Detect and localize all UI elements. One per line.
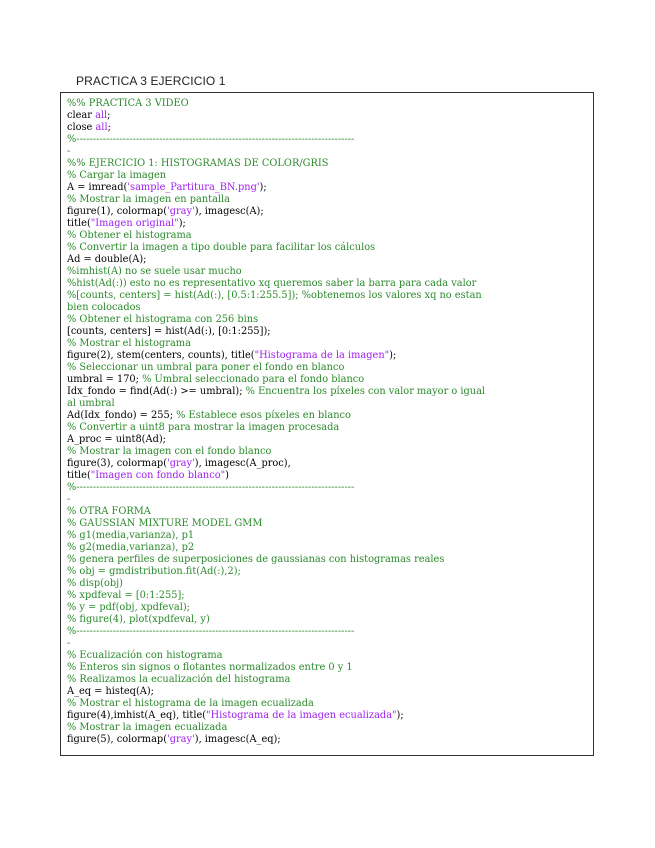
code-line — [67, 386, 589, 398]
code-text: Ad = double(A); — [67, 254, 147, 265]
code-comment: % Encuentra los píxeles con valor mayor o igual — [245, 386, 486, 397]
code-text: close — [67, 122, 96, 133]
code-line — [67, 194, 589, 206]
code-text: ) — [225, 470, 229, 481]
code-text: umbral = 170; — [67, 374, 143, 385]
code-line — [67, 722, 589, 734]
code-comment: % Obtener el histograma con 256 bins — [67, 314, 259, 325]
code-comment: % y = pdf(obj, xpdfeval); — [67, 602, 190, 613]
code-comment: % g2(media,varianza), p2 — [67, 542, 195, 553]
code-text: title( — [67, 470, 91, 481]
code-line — [67, 374, 589, 386]
code-line — [67, 422, 589, 434]
code-line — [67, 650, 589, 662]
code-line — [67, 362, 589, 374]
code-comment: % OTRA FORMA — [67, 506, 151, 517]
code-line — [67, 674, 589, 686]
code-line — [67, 254, 589, 266]
code-line — [67, 410, 589, 422]
code-line — [67, 710, 589, 722]
code-line — [67, 326, 589, 338]
code-comment: - — [67, 638, 71, 649]
code-line — [67, 122, 589, 134]
code-string: "Histograma de la imagen ecualizada" — [206, 710, 397, 721]
code-line — [67, 518, 589, 530]
code-text: ); — [178, 218, 186, 229]
code-text: Idx_fondo = find(Ad(:) >= umbral); — [67, 386, 246, 397]
code-string: all — [95, 110, 108, 121]
code-text: Ad(Idx_fondo) = 255; — [67, 410, 177, 421]
code-comment: % Obtener el histograma — [67, 230, 192, 241]
code-line — [67, 638, 589, 650]
code-line — [67, 506, 589, 518]
code-line — [67, 98, 589, 110]
code-line — [67, 266, 589, 278]
page-title: PRACTICA 3 EJERCICIO 1 — [76, 74, 226, 88]
code-comment: % Enteros sin signos o flotantes normalizados entre 0 y 1 — [67, 662, 353, 673]
code-line — [67, 290, 589, 302]
code-comment: % Umbral seleccionado para el fondo blanco — [142, 374, 365, 385]
code-line — [67, 530, 589, 542]
code-comment: %------------------------------------------------------------------------------------ — [67, 626, 355, 637]
code-string: "Histograma de la imagen" — [254, 350, 390, 361]
code-line — [67, 242, 589, 254]
code-comment: % Mostrar la imagen con el fondo blanco — [67, 446, 272, 457]
code-comment: - — [67, 146, 71, 157]
code-text: ; — [107, 122, 111, 133]
code-line — [67, 314, 589, 326]
code-line — [67, 470, 589, 482]
code-text: ); — [259, 182, 267, 193]
code-comment: % Mostrar la imagen ecualizada — [67, 722, 228, 733]
code-text: figure(1), colormap( — [67, 206, 168, 217]
code-line — [67, 602, 589, 614]
code-text: [counts, centers] = hist(Ad(:), [0:1:255]); — [67, 326, 271, 337]
code-text: ); — [389, 350, 397, 361]
code-comment: - — [67, 494, 71, 505]
code-comment: % g1(media,varianza), p1 — [67, 530, 195, 541]
code-line — [67, 698, 589, 710]
code-comment: % Convertir a uint8 para mostrar la imagen procesada — [67, 422, 340, 433]
code-line — [67, 134, 589, 146]
code-string: "Imagen con fondo blanco" — [90, 470, 226, 481]
code-text: ), imagesc(A_eq); — [194, 734, 281, 745]
code-text: title( — [67, 218, 91, 229]
code-line — [67, 182, 589, 194]
code-text: clear — [67, 110, 96, 121]
code-comment: % genera perfiles de superposiciones de gaussianas con histogramas reales — [67, 554, 445, 565]
code-comment: %% PRACTICA 3 VIDEO — [67, 98, 189, 109]
code-line — [67, 458, 589, 470]
code-text: ); — [396, 710, 404, 721]
code-line — [67, 686, 589, 698]
code-line — [67, 302, 589, 314]
code-line — [67, 614, 589, 626]
code-text: figure(4),imhist(A_eq), title( — [67, 710, 207, 721]
code-string: 'gray' — [167, 458, 195, 469]
code-comment: % figure(4), plot(xpdfeval, y) — [67, 614, 210, 625]
code-line — [67, 230, 589, 242]
code-line — [67, 554, 589, 566]
code-text: ), imagesc(A_proc), — [194, 458, 291, 469]
code-comment: % Establece esos píxeles en blanco — [176, 410, 351, 421]
code-line — [67, 158, 589, 170]
code-line — [67, 482, 589, 494]
code-line — [67, 626, 589, 638]
code-line — [67, 110, 589, 122]
code-comment: bien colocados — [67, 302, 141, 313]
code-text: figure(2), stem(centers, counts), title( — [67, 350, 255, 361]
code-comment: % Realizamos la ecualización del histograma — [67, 674, 291, 685]
code-text: ; — [107, 110, 111, 121]
code-text: A_eq = histeq(A); — [67, 686, 154, 697]
code-line — [67, 206, 589, 218]
code-comment: % obj = gmdistribution.fit(Ad(:),2); — [67, 566, 241, 577]
code-comment: %imhist(A) no se suele usar mucho — [67, 266, 242, 277]
code-line — [67, 662, 589, 674]
code-comment: al umbral — [67, 398, 115, 409]
code-comment: % Mostrar el histograma — [67, 338, 191, 349]
code-comment: % Convertir la imagen a tipo double para facilitar los cálculos — [67, 242, 376, 253]
code-text: A = imread( — [67, 182, 128, 193]
code-line — [67, 578, 589, 590]
code-text: A_proc = uint8(Ad); — [67, 434, 166, 445]
code-line — [67, 218, 589, 230]
code-string: "Imagen original" — [90, 218, 179, 229]
code-comment: %[counts, centers] = hist(Ad(:), [0.5:1:255.5]); %obtenemos los valores xq no estan — [67, 290, 482, 301]
code-line — [67, 278, 589, 290]
code-comment: % GAUSSIAN MIXTURE MODEL GMM — [67, 518, 263, 529]
code-comment: %------------------------------------------------------------------------------------ — [67, 134, 355, 145]
code-comment: % disp(obj) — [67, 578, 123, 589]
code-line — [67, 350, 589, 362]
code-line — [67, 734, 589, 746]
code-comment: % Seleccionar un umbral para poner el fondo en blanco — [67, 362, 345, 373]
code-comment: % Ecualización con histograma — [67, 650, 223, 661]
code-text: figure(5), colormap( — [67, 734, 168, 745]
code-line — [67, 398, 589, 410]
code-line — [67, 338, 589, 350]
code-string: all — [95, 122, 108, 133]
code-comment: % Mostrar el histograma de la imagen ecualizada — [67, 698, 314, 709]
code-comment: %------------------------------------------------------------------------------------ — [67, 482, 355, 493]
code-line — [67, 566, 589, 578]
code-comment: % Cargar la imagen — [67, 170, 167, 181]
code-comment: % Mostrar la imagen en pantalla — [67, 194, 231, 205]
code-line — [67, 494, 589, 506]
code-listing — [60, 92, 594, 756]
code-string: 'gray' — [167, 734, 195, 745]
code-line — [67, 434, 589, 446]
code-line — [67, 446, 589, 458]
code-text: ), imagesc(A); — [194, 206, 264, 217]
code-comment: %hist(Ad(:)) esto no es representativo xq queremos saber la barra para cada valor — [67, 278, 477, 289]
code-line — [67, 170, 589, 182]
code-line — [67, 590, 589, 602]
code-comment: % xpdfeval = [0:1:255]; — [67, 590, 185, 601]
code-line — [67, 542, 589, 554]
code-comment: %% EJERCICIO 1: HISTOGRAMAS DE COLOR/GRIS — [67, 158, 329, 169]
code-line — [67, 146, 589, 158]
code-string: 'gray' — [167, 206, 195, 217]
code-string: 'sample_Partitura_BN.png' — [127, 182, 260, 193]
code-text: figure(3), colormap( — [67, 458, 168, 469]
